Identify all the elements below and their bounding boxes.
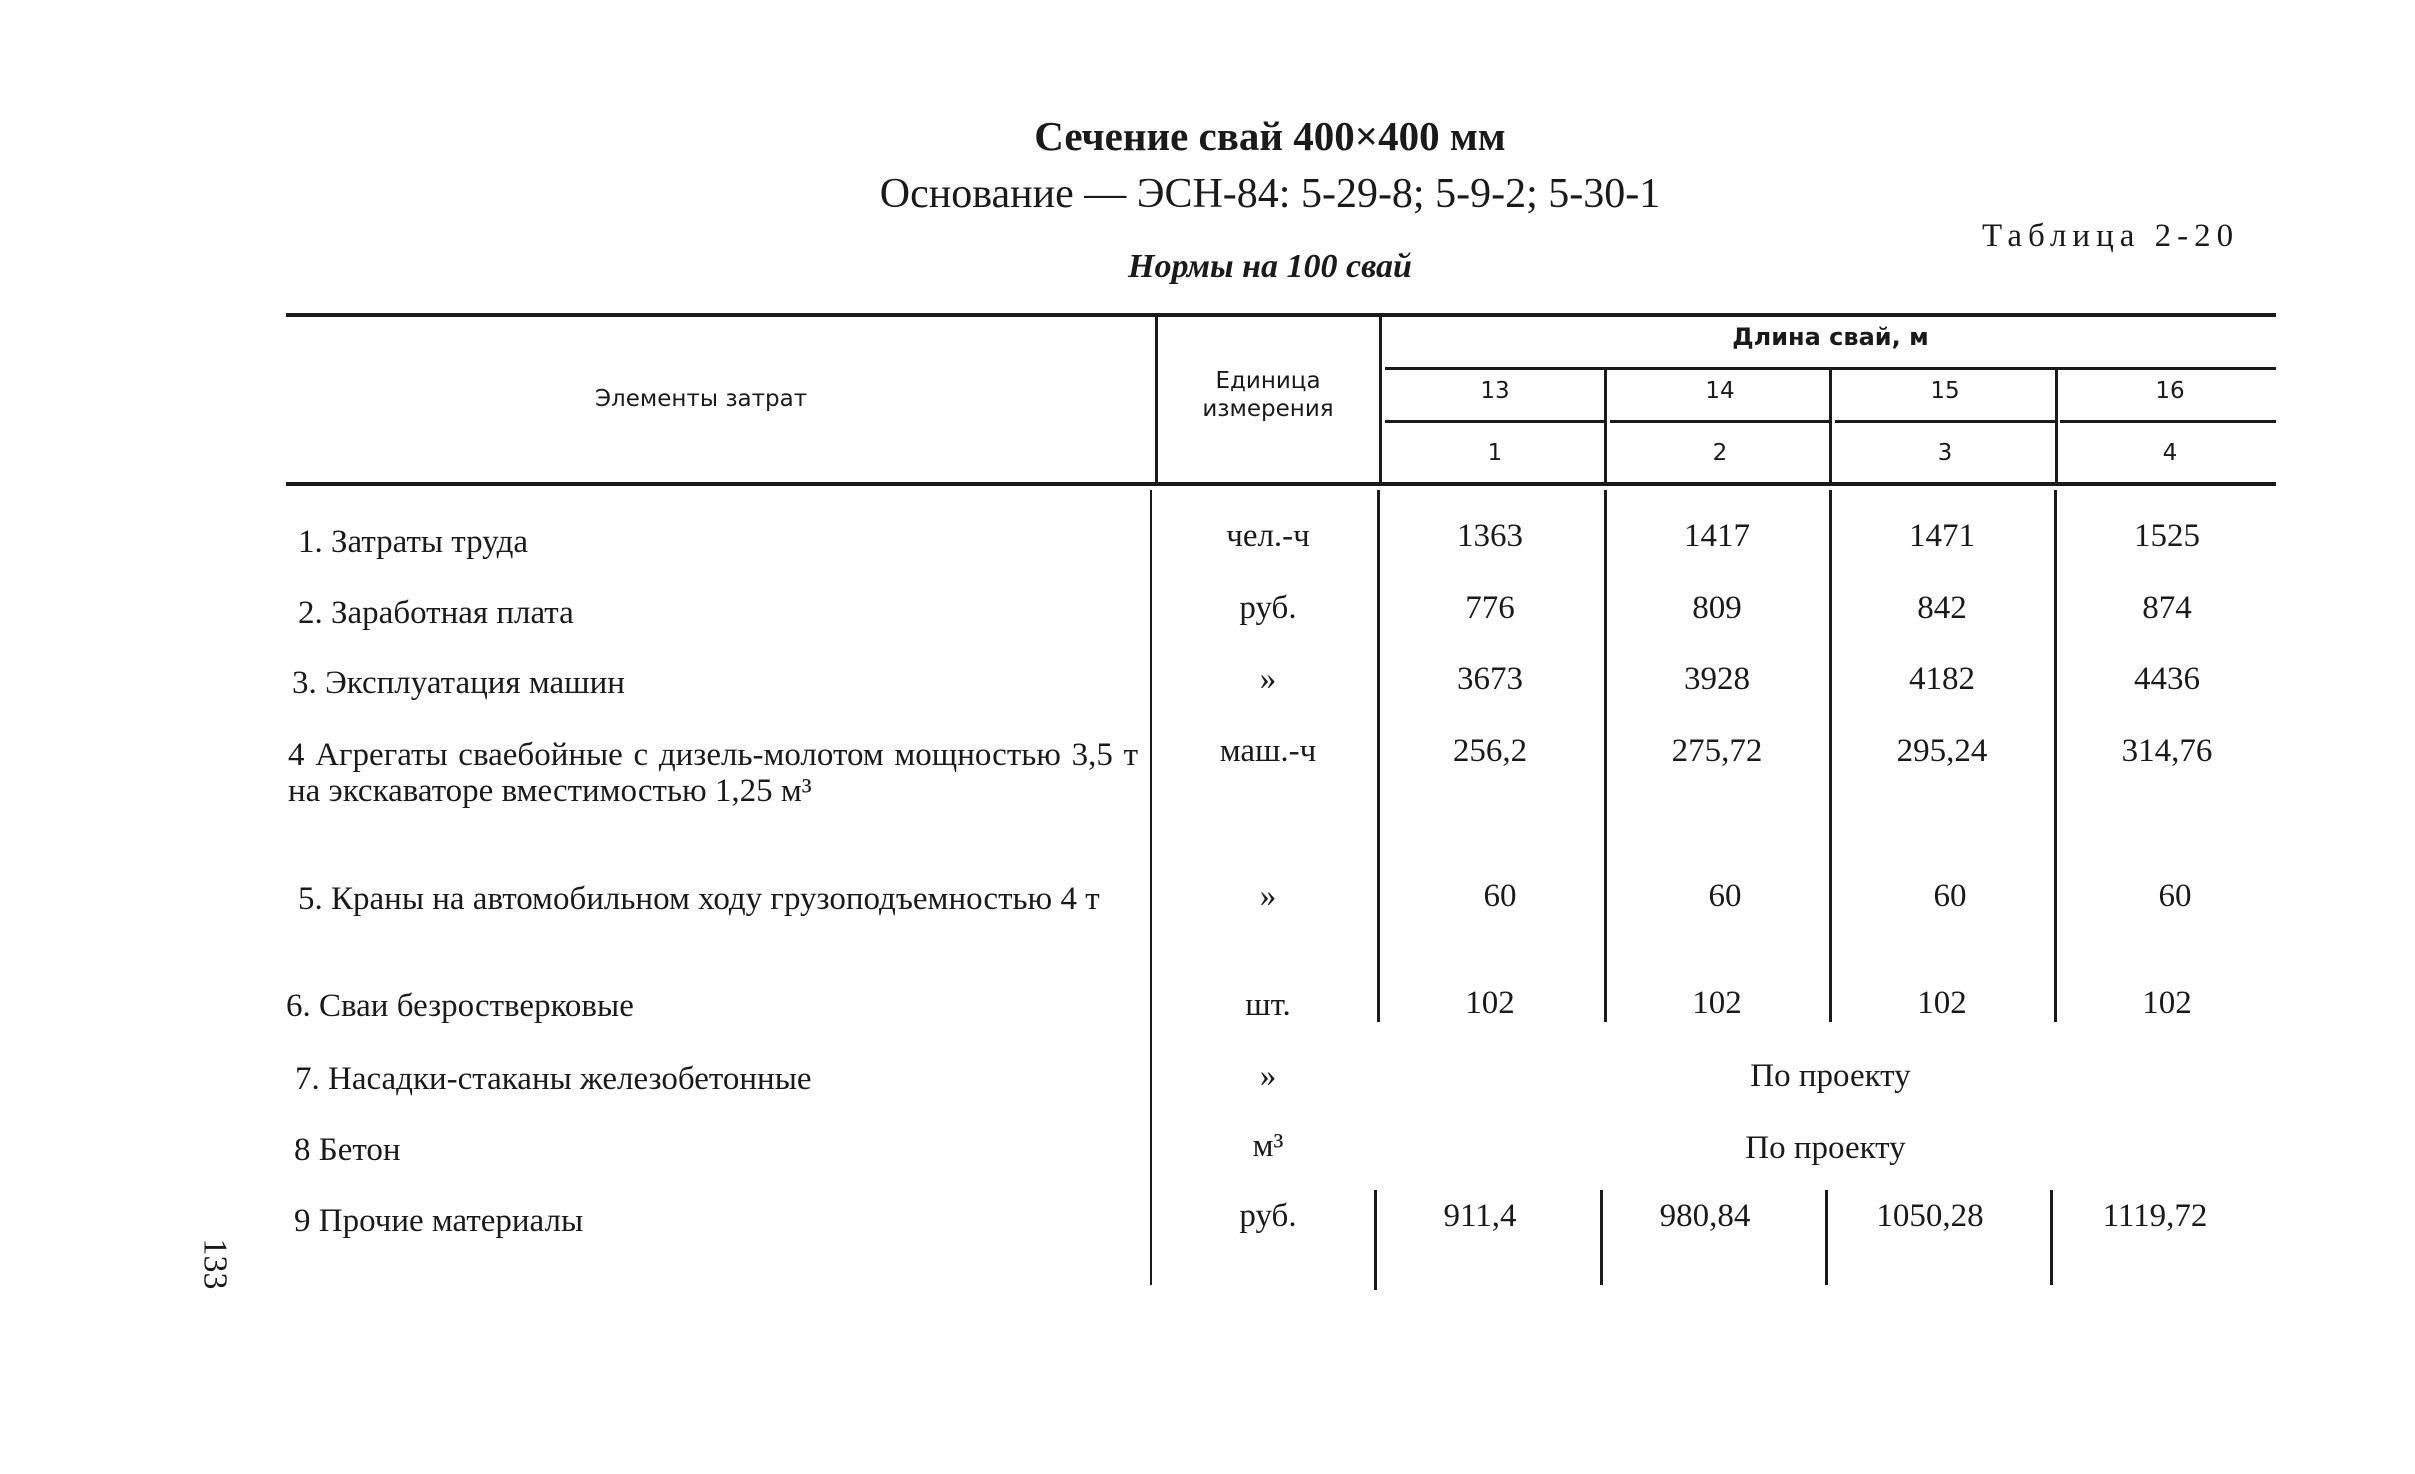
row-1-label: 1. Затраты труда xyxy=(298,524,529,560)
row-3-label: 3. Эксплуатация машин xyxy=(292,665,625,701)
header-divider-unit xyxy=(1155,317,1158,482)
row-8-unit: м³ xyxy=(1252,1128,1284,1164)
row-6-value-3: 102 xyxy=(1917,985,1967,1021)
row-5-value-4: 60 xyxy=(2158,878,2192,914)
row-1-value-2: 1417 xyxy=(1684,518,1750,554)
header-bottom-rule xyxy=(286,482,2276,486)
header-unit-line2: измерения xyxy=(1202,396,1334,422)
row-8-merged-value: По проекту xyxy=(1745,1130,1906,1166)
header-length-title: Длина свай, м xyxy=(1732,323,1929,351)
row-3-value-2: 3928 xyxy=(1684,661,1750,697)
table-top-rule xyxy=(286,313,2276,317)
header-colnum-2: 2 xyxy=(1712,440,1728,466)
row-5-value-1: 60 xyxy=(1483,878,1517,914)
header-length-14: 14 xyxy=(1705,378,1735,404)
row-5-value-2: 60 xyxy=(1708,878,1742,914)
norms-caption: Нормы на 100 свай xyxy=(1128,248,1412,285)
row-5-value-3: 60 xyxy=(1933,878,1967,914)
row-7-unit: » xyxy=(1259,1058,1277,1094)
length-value-rule-3 xyxy=(1835,420,2055,423)
row-6-value-2: 102 xyxy=(1692,985,1742,1021)
row-1-value-4: 1525 xyxy=(2134,518,2200,554)
row-3-value-1: 3673 xyxy=(1457,661,1523,697)
row-3-value-3: 4182 xyxy=(1909,661,1975,697)
row-7-label: 7. Насадки-стаканы железобетонные xyxy=(295,1061,812,1097)
row-7-merged-value: По проекту xyxy=(1750,1058,1911,1094)
row-5-unit: » xyxy=(1259,878,1277,914)
header-colnum-1: 1 xyxy=(1487,440,1503,466)
row-2-value-3: 842 xyxy=(1917,590,1967,626)
page-number: 133 xyxy=(196,1238,234,1290)
row-2-unit: руб. xyxy=(1239,590,1297,626)
row-9-value-1: 911,4 xyxy=(1443,1198,1517,1234)
header-colnum-3: 3 xyxy=(1937,440,1953,466)
row-9-label: 9 Прочие материалы xyxy=(294,1203,584,1239)
length-value-rule-2 xyxy=(1610,420,1830,423)
row-2-value-4: 874 xyxy=(2142,590,2192,626)
row-3-unit: » xyxy=(1259,661,1277,697)
row-6-value-4: 102 xyxy=(2142,985,2192,1021)
row-6-unit: шт. xyxy=(1245,987,1291,1023)
header-divider-col4 xyxy=(2055,370,2058,482)
body-divider-unit xyxy=(1150,490,1152,1285)
row-2-value-2: 809 xyxy=(1692,590,1742,626)
row-4-value-2: 275,72 xyxy=(1671,733,1763,769)
row-9-value-2: 980,84 xyxy=(1659,1198,1751,1234)
page-title: Сечение свай 400×400 мм xyxy=(1034,113,1506,159)
header-colnum-4: 4 xyxy=(2162,440,2178,466)
row-2-label: 2. Заработная плата xyxy=(298,595,574,631)
row-4-value-3: 295,24 xyxy=(1896,733,1988,769)
row-5-label: 5. Краны на автомобильном ходу грузоподъемностью 4 т xyxy=(298,881,1100,917)
row-9-value-3: 1050,28 xyxy=(1876,1198,1984,1234)
length-value-rule-1 xyxy=(1385,420,1605,423)
row-4-value-4: 314,76 xyxy=(2121,733,2213,769)
header-length-13: 13 xyxy=(1480,378,1510,404)
header-length-15: 15 xyxy=(1930,378,1960,404)
table-number: Таблица 2-20 xyxy=(1982,218,2240,254)
row-4-unit: маш.-ч xyxy=(1219,733,1317,769)
header-divider-lengths xyxy=(1379,317,1382,482)
row-9-unit: руб. xyxy=(1239,1198,1297,1234)
row-8-label: 8 Бетон xyxy=(294,1132,401,1168)
row-6-label: 6. Сваи безростверковые xyxy=(286,988,634,1024)
row-6-value-1: 102 xyxy=(1465,985,1515,1021)
row-4-value-1: 256,2 xyxy=(1452,733,1528,769)
row-4-label: 4 Агрегаты сваебойные с дизель-молотом мощностью 3,5 т на экскаваторе вместимостью 1,25 м³ xyxy=(288,737,1138,809)
row-1-value-1: 1363 xyxy=(1457,518,1523,554)
header-elements: Элементы затрат xyxy=(595,386,808,412)
length-value-rule-4 xyxy=(2060,420,2276,423)
header-length-16: 16 xyxy=(2155,378,2185,404)
row-3-value-4: 4436 xyxy=(2134,661,2200,697)
header-unit-line1: Единица xyxy=(1215,368,1321,394)
row-1-unit: чел.-ч xyxy=(1226,518,1310,554)
row-1-value-3: 1471 xyxy=(1909,518,1975,554)
row-2-value-1: 776 xyxy=(1465,590,1515,626)
row-9-value-4: 1119,72 xyxy=(2102,1198,2208,1234)
basis-line: Основание — ЭСН-84: 5-29-8; 5-9-2; 5-30-1 xyxy=(879,171,1661,217)
